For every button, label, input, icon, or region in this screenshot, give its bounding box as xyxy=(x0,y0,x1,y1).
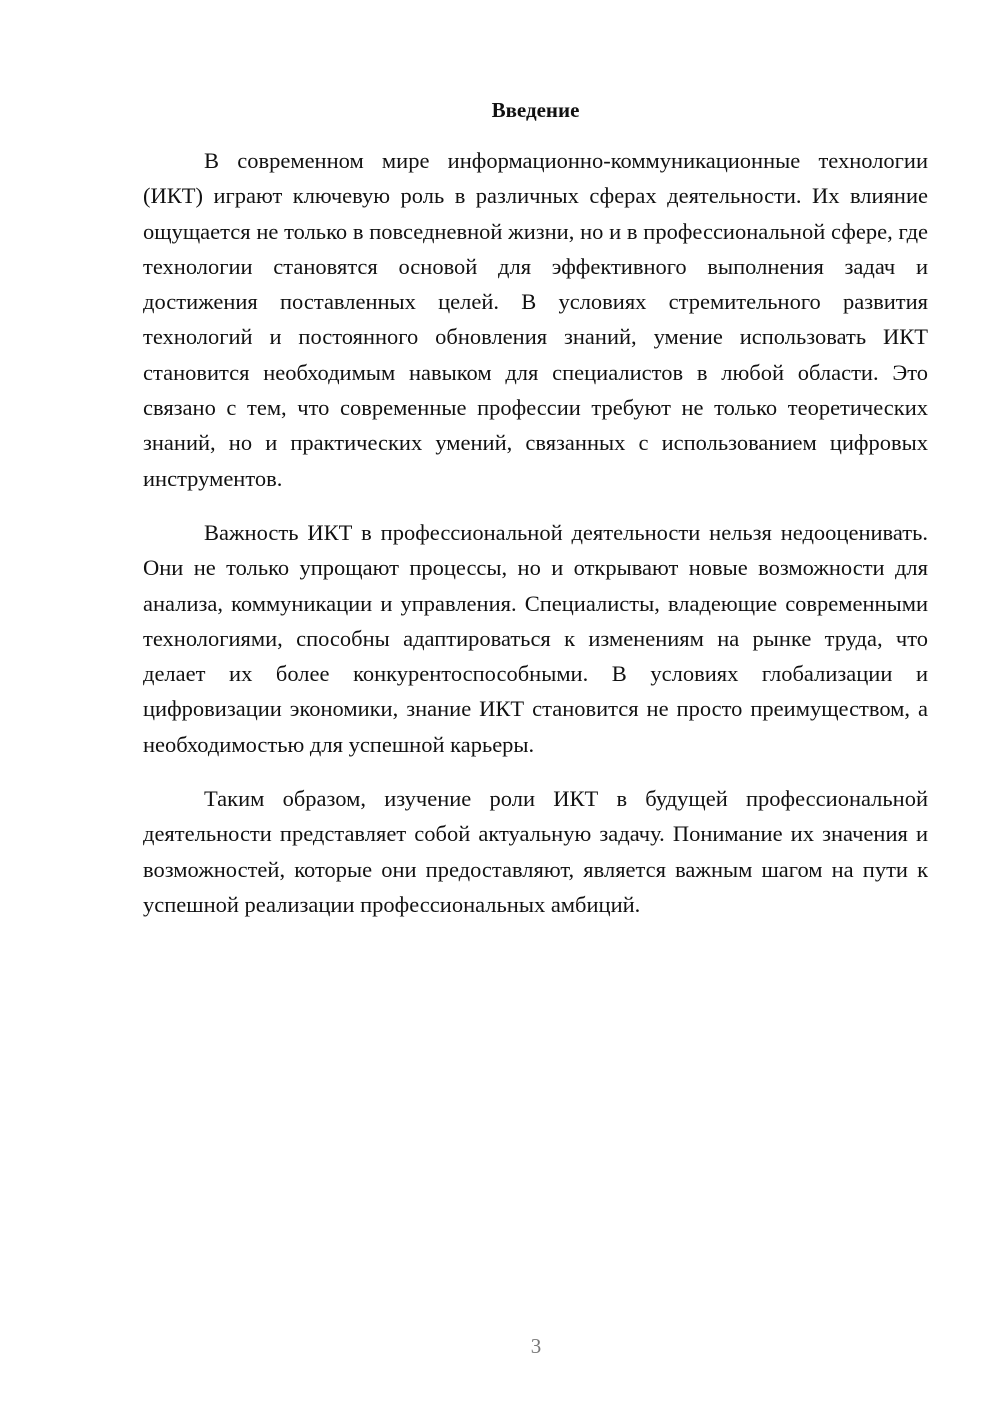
section-heading: Введение xyxy=(491,98,580,122)
paragraph-3: Таким образом, изучение роли ИКТ в будущей профессиональной деятельности представляет собой актуальную задачу. Понимание их значения и возможностей, которые они предоставляют, является важным шагом на пути к успешной реализации профессиональных амбиций. xyxy=(143,786,928,917)
page-number: 3 xyxy=(530,1334,542,1358)
paragraph-2: Важность ИКТ в профессиональной деятельности нельзя недооценивать. Они не только упрощают процессы, но и открывают новые возможности для анализа, коммуникации и управления. Специалисты, владеющие современными технологиями, способны адаптироваться к изменениям на рынке труда, что делает их более конкурентоспособными. В условиях глобализации и цифровизации экономики, знание ИКТ становится не просто преимуществом, а необходимостью для успешной карьеры. xyxy=(143,519,928,757)
paragraph-1: В современном мире информационно-коммуникационные технологии (ИКТ) играют ключевую роль в различных сферах деятельности. Их влияние ощущается не только в повседневной жизни, но и в профессиональной сфере, где технологии становятся основой для эффективного выполнения задач и достижения поставленных целей. В условиях стремительного развития технологий и постоянного обновления знаний, умение использовать ИКТ становится необходимым навыком для специалистов в любой области. Это связано с тем, что современные профессии требуют не только теоретических знаний, но и практических умений, связанных с использованием цифровых инструментов. xyxy=(143,148,928,491)
body-text xyxy=(143,143,928,941)
